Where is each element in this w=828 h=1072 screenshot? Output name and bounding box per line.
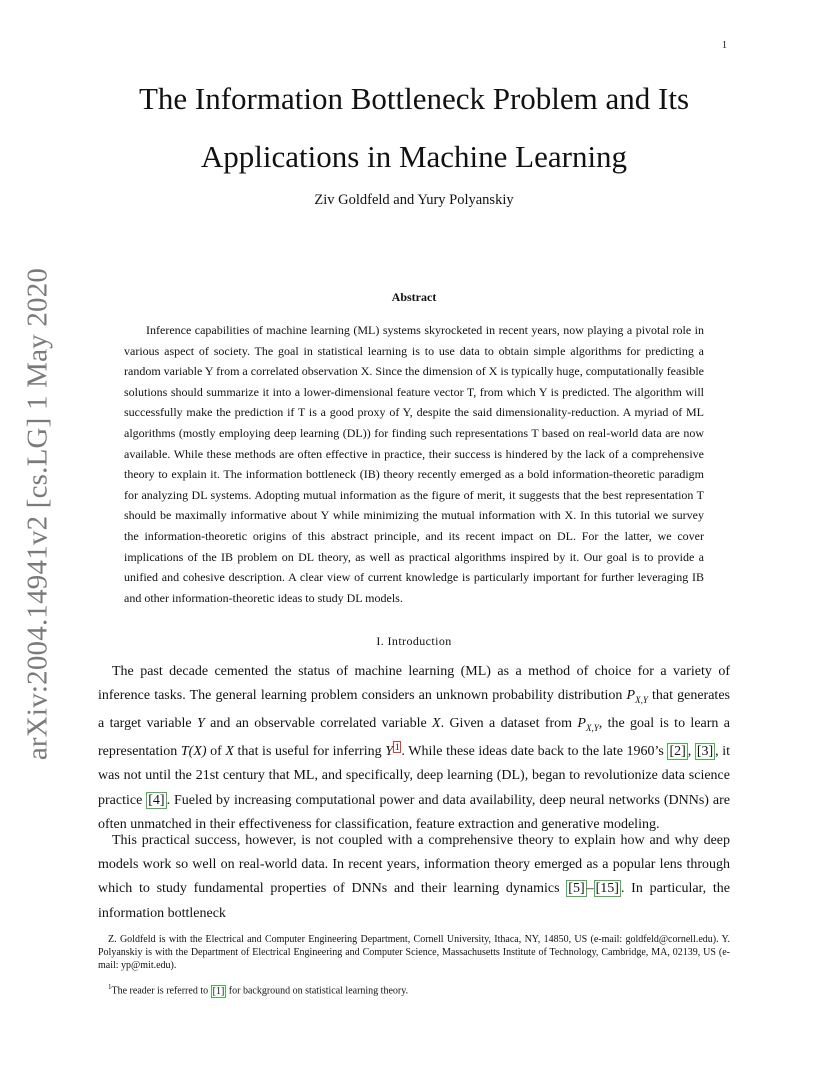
author-affiliation-footnote: Z. Goldfeld is with the Electrical and Computer Engineering Department, Cornell University, Ithaca, NY, 14850, US (e-mail: goldfeld@cornell.edu). Y. Polyanskiy is with the Department of Electrical Engineering and Computer Science, Massachusetts Institute of Technology, Cambridge, MA, 02139, US (e-mail: yp@mit.edu). bbox=[98, 934, 730, 971]
math-x: X bbox=[225, 744, 234, 760]
text-run: , bbox=[687, 744, 695, 760]
text-run: This practical success, however, is not coupled with a comprehensive theory to explain how and why deep models work so well on real-world data. In recent years, information theory emerged as a popular lens through which to study fundamental properties of DNNs and their learning dynamics bbox=[98, 833, 730, 897]
title-line-2: Applications in Machine Learning bbox=[200, 139, 628, 174]
citation-link[interactable]: [3] bbox=[696, 744, 714, 760]
citation-link[interactable]: [4] bbox=[148, 792, 165, 808]
citation-link[interactable]: [1] bbox=[212, 985, 225, 997]
footnote-link-1[interactable]: 1 bbox=[394, 741, 400, 752]
text-run: . While these ideas date back to the late 1960’s bbox=[401, 744, 668, 760]
footnote-number: 1 bbox=[108, 983, 112, 992]
text-run: . Given a dataset from bbox=[440, 716, 578, 732]
citation-link[interactable]: [5] bbox=[568, 881, 585, 897]
title-line-1: The Information Bottleneck Problem and Its bbox=[138, 81, 690, 116]
page-number: 1 bbox=[722, 40, 727, 51]
section-heading-introduction: I. Introduction bbox=[376, 634, 452, 648]
abstract-heading: Abstract bbox=[391, 290, 437, 304]
footnote-1 bbox=[98, 981, 730, 998]
abstract-text: Inference capabilities of machine learning (ML) systems skyrocketed in recent years, now playing a pivotal role in various aspect of society. The goal in statistical learning is to use data to obtain simple algorithms for predicting a random variable Y from a correlated observation X. Since the dimension of X is typically huge, computationally feasible solutions should summarize it into a lower-dimensional feature vector T, from which Y is predicted. The algorithm will successfully make the prediction if T is a good proxy of Y, despite the said dimensionality-reduction. A myriad of ML algorithms (mostly employing deep learning (DL)) for finding such representations T based on real-world data are now available. While these methods are often effective in practice, their success is hindered by the lack of a comprehensive theory to explain it. The information bottleneck (IB) theory recently emerged as a bold information-theoretic paradigm for analyzing DL systems. Adopting mutual information as the figure of merit, it suggests that the best representation T should be maximally informative about Y while minimizing the mutual information with X. In this tutorial we survey the information-theoretic origins of this abstract principle, and its recent impact on DL. For the latter, we cover implications of the IB problem on DL theory, as well as practical algorithms inspired by it. Our goal is to provide a unified and cohesive description. A clear view of current knowledge is particularly important for further leveraging IB and other information-theoretic ideas to study DL models. bbox=[124, 323, 704, 605]
text-run: of bbox=[206, 744, 226, 760]
arxiv-identifier: arXiv:2004.14941v2 [cs.LG] 1 May 2020 bbox=[21, 267, 54, 761]
intro-paragraph-1 bbox=[98, 660, 730, 837]
citation-link[interactable]: [15] bbox=[595, 881, 619, 897]
math-pxy bbox=[577, 716, 598, 731]
math-x: X bbox=[432, 716, 441, 732]
math-y: Y bbox=[196, 716, 205, 732]
text-run: and an observable correlated variable bbox=[204, 716, 433, 732]
math-subscript: X,Y bbox=[585, 723, 599, 733]
math-tx: T(X) bbox=[180, 744, 207, 760]
math-y: Y bbox=[385, 744, 393, 760]
text-run: for background on statistical learning theory. bbox=[226, 985, 409, 997]
text-run: , it was not until the 21st century that ML, and specifically, deep learning (DL), began to revolutionize data science practice bbox=[98, 744, 731, 808]
text-run: . Fueled by increasing computational power and data availability, deep neural networks (DNNs) are often unmatched in their effectiveness for classification, feature extraction and generative modeling. bbox=[98, 792, 730, 832]
text-run: . In particular, the information bottleneck bbox=[98, 881, 730, 921]
math-symbol: P bbox=[626, 688, 636, 704]
arxiv-sidebar bbox=[18, 267, 58, 761]
citation-link[interactable]: [2] bbox=[669, 744, 686, 760]
paper-title bbox=[60, 70, 768, 186]
math-subscript: X,Y bbox=[635, 695, 648, 705]
footnotes bbox=[98, 934, 730, 999]
text-run: The reader is referred to bbox=[111, 985, 211, 997]
text-run: – bbox=[586, 881, 594, 897]
text-run: The past decade cemented the status of machine learning (ML) as a method of choice for a variety of inference tasks. The general learning problem considers an unknown probability distribution bbox=[98, 664, 730, 704]
text-run: , the goal is to learn a representation bbox=[98, 716, 730, 760]
math-pxy bbox=[627, 688, 648, 703]
intro-paragraph-2 bbox=[98, 829, 730, 926]
math-symbol: P bbox=[577, 716, 586, 732]
text-run: that is useful for inferring bbox=[233, 744, 386, 760]
text-run: that generates a target variable bbox=[98, 688, 730, 732]
authors: Ziv Goldfeld and Yury Polyanskiy bbox=[314, 192, 514, 208]
